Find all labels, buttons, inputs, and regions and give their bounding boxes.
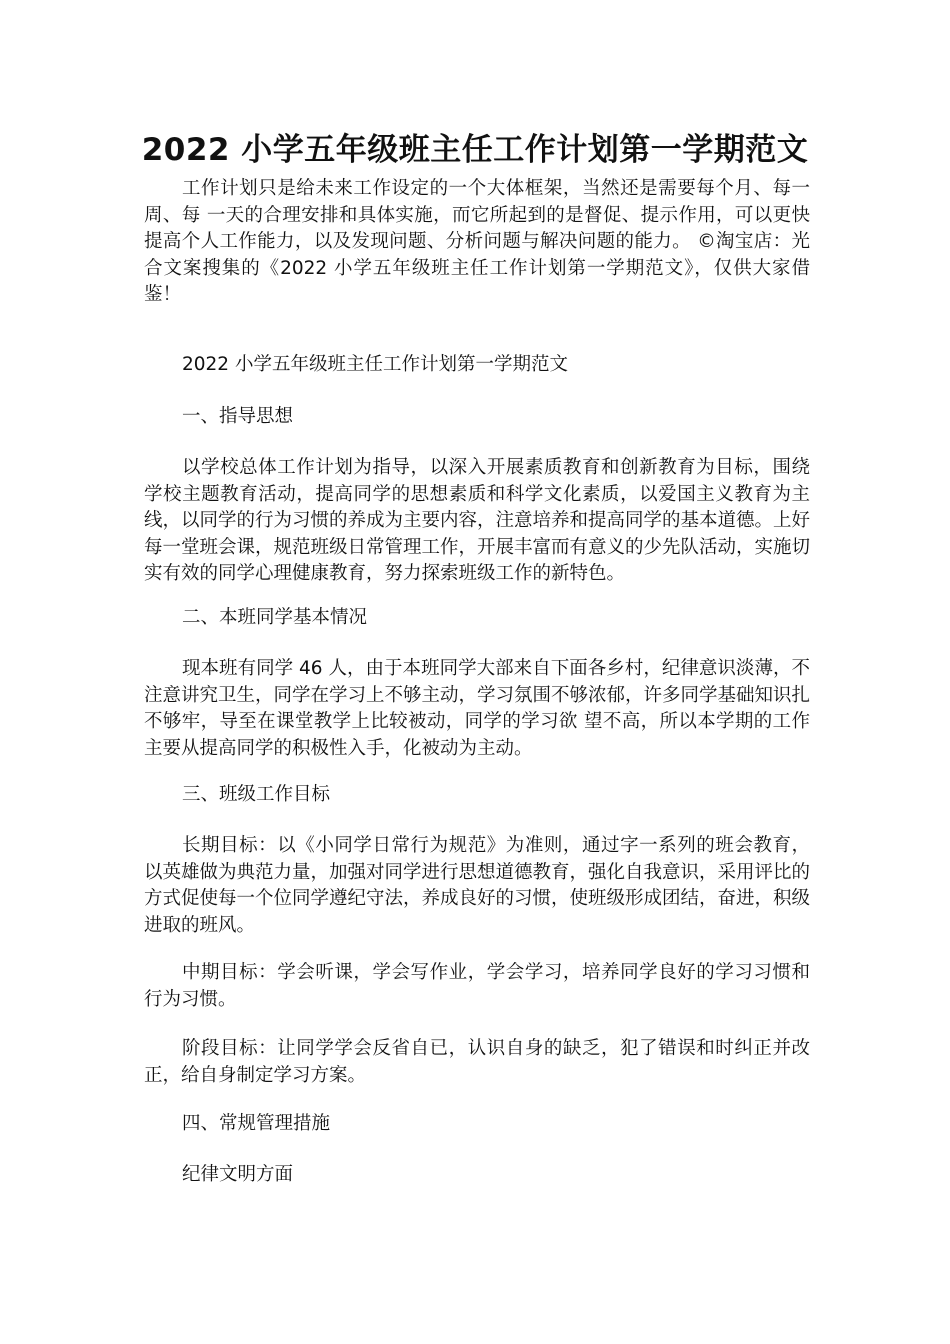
section-heading-guiding-ideology: 一、指导思想 bbox=[182, 406, 294, 427]
section-heading-class-situation: 二、本班同学基本情况 bbox=[182, 607, 368, 628]
section-heading-class-goals: 三、班级工作目标 bbox=[182, 784, 331, 805]
subsection-heading-discipline: 纪律文明方面 bbox=[182, 1164, 294, 1185]
document-subtitle: 2022 小学五年级班主任工作计划第一学期范文 bbox=[182, 354, 568, 375]
document-title: 2022 小学五年级班主任工作计划第一学期范文 bbox=[141, 132, 809, 168]
intro-paragraph: 工作计划只是给未来工作设定的一个大体框架，当然还是需要每个月、每一周、每 一天的合理安排和具体实施，而它所起到的是督促、提示作用，可以更快提高个人工作能力，以及发现问题、分析问题与解决问题的能力。 ©淘宝店：光合文案搜集的《2022 小学五年级班主任工作计划第一学期范文》，仅供大家借鉴！ bbox=[144, 178, 810, 305]
long-term-goal-paragraph: 长期目标：以《小同学日常行为规范》为准则，通过字一系列的班会教育，以英雄做为典范力量，加强对同学进行思想道德教育，强化自我意识，采用评比的方式促使每一个位同学遵纪守法，养成良好的习惯，使班级形成团结，奋进，积级进取的班风。 bbox=[144, 835, 811, 936]
stage-goal-paragraph: 阶段目标：让同学学会反省自已，认识自身的缺乏，犯了错误和时纠正并改正，给自身制定学习方案。 bbox=[144, 1038, 810, 1086]
section-heading-routine-management: 四、常规管理措施 bbox=[182, 1113, 331, 1134]
class-situation-paragraph: 现本班有同学 46 人，由于本班同学大部来自下面各乡村，纪律意识淡薄，不注意讲究卫生，同学在学习上不够主动，学习氛围不够浓郁，许多同学基础知识扎不够牢，导至在课堂教学上比较被动，同学的学习欲 望不高，所以本学期的工作主要从提高同学的积极性入手，化被动为主动。 bbox=[144, 658, 811, 759]
mid-term-goal-paragraph: 中期目标：学会听课，学会写作业，学会学习，培养同学良好的学习习惯和行为习惯。 bbox=[144, 962, 810, 1010]
guiding-ideology-paragraph: 以学校总体工作计划为指导，以深入开展素质教育和创新教育为目标，围绕学校主题教育活动，提高同学的思想素质和科学文化素质，以爱国主义教育为主线，以同学的行为习惯的养成为主要内容，注意培养和提高同学的基本道德。上好每一堂班会课，规范班级日常管理工作，开展丰富而有意义的少先队活动，实施切实有效的同学心理健康教育，努力探索班级工作的新特色。 bbox=[144, 457, 811, 584]
